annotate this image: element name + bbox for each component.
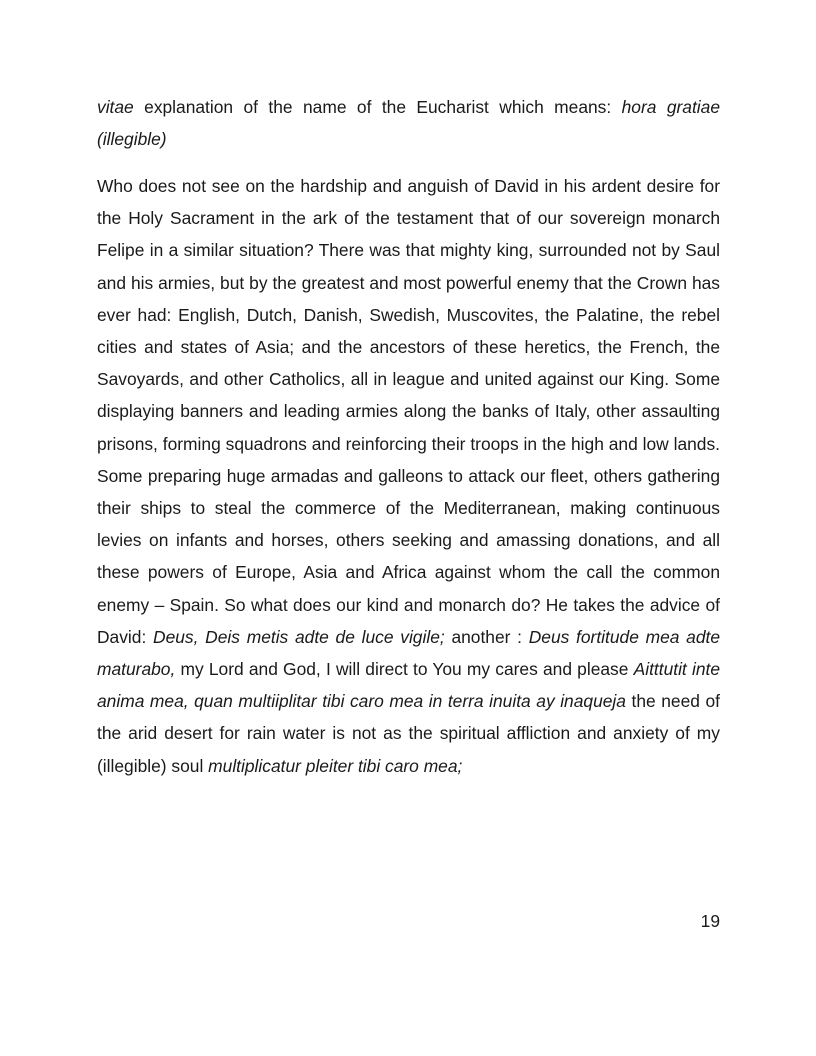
paragraph-2-text-d: the need of the arid desert for rain water is not as the spiritual affliction and anxiety of my (illegible) soul — [97, 691, 720, 776]
paragraph-2-text-a: Who does not see on the hardship and anguish of David in his ardent desire for the Holy Sacrament in the ark of the testament that of our sovereign monarch Felipe in a similar situation? There was that mighty king, surrounded not by Saul and his armies, but by the greatest and most powerful enemy that the Crown has ever had: English, Dutch, Danish, Swedish, Muscovites, the Palatine, the rebel cities and states of Asia; and the ancestors of these heretics, the French, the Savoyards, and other Catholics, all in league and united against our King. Some displaying banners and leading armies along the banks of Italy, other assaulting prisons, forming squadrons and reinforcing their troops in the high and low lands. Some preparing huge armadas and galleons to attack our fleet, others gathering their ships to steal the commerce of the Mediterranean, making continuous levies on infants and horses, others seeking and amassing donations, and all these powers of Europe, Asia and Africa against whom the call the common enemy – Spain. So what does our kind and monarch do? He takes the advice of David: — [97, 176, 720, 647]
latin-term-hora-gratiae: hora gratiae (illegible) — [97, 97, 720, 150]
latin-quote-1: Deus, Deis metis adte de luce vigile; — [153, 626, 445, 647]
latin-term-vitae: vitae — [97, 97, 134, 117]
paragraph-2-text-c: my Lord and God, I will direct to You my cares and please — [175, 659, 634, 680]
paragraph-1 — [97, 91, 720, 155]
paragraph-1-text: explanation of the name of the Eucharist which means: — [133, 97, 622, 117]
paragraph-2-text-b: another : — [444, 626, 529, 647]
page-number: 19 — [700, 911, 720, 931]
latin-quote-2: Deus fortitude mea adte maturabo, — [97, 626, 721, 680]
latin-quote-4: multiplicatur pleiter tibi caro mea; — [208, 755, 463, 776]
paragraph-2 — [97, 170, 720, 782]
latin-quote-3: Aitttutit inte anima mea, quan multiiplitar tibi caro mea in terra inuita ay inaqueja — [97, 659, 720, 712]
